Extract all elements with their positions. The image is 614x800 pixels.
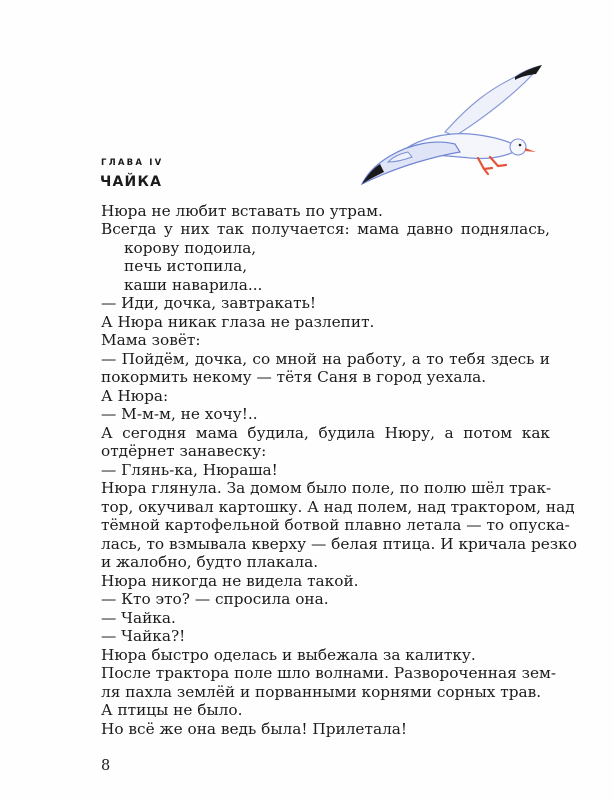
text-line: А Нюра: [101,387,169,405]
text-line: — Кто это? — спросила она. [101,590,329,608]
text-line: Но всё же она ведь была! Прилетала! [101,720,408,738]
page-number: 8 [101,758,111,774]
text-line: Мама зовёт: [101,331,201,349]
text-line: Всегда у них так получается: мама давно поднялась, [101,220,550,238]
text-line: — Пойдём, дочка, со мной на работу, а то тебя здесь и [101,350,550,368]
text-line: А сегодня мама будила, будила Нюру, а потом как [101,424,550,442]
text-line: печь истопила, [124,257,248,275]
text-line: — Глянь-ка, Нюраша! [101,461,278,479]
text-line: — М-м-м, не хочу!.. [101,405,258,423]
text-line: Нюра никогда не видела такой. [101,572,359,590]
text-line: — Чайка. [101,609,176,627]
text-line: покормить некому — тётя Саня в город уехала. [101,368,487,386]
chapter-title: ЧАЙКА [100,174,163,190]
text-line: лась, то взмывала кверху — белая птица. И кричала резко [101,535,577,553]
text-line: — Иди, дочка, завтракать! [101,294,317,312]
text-line: тёмной картофельной ботвой плавно летала — то опуска- [101,516,570,534]
text-line: ля пахла землёй и порванными корнями сорных трав. [101,683,542,701]
text-line: отдёрнет занавеску: [101,442,267,460]
text-line: Нюра быстро оделась и выбежала за калитку. [101,646,476,664]
chapter-label: ГЛАВА IV [101,158,164,168]
seagull-icon [350,44,560,194]
text-line: А птицы не было. [101,701,243,719]
text-line: и жалобно, будто плакала. [101,553,319,571]
text-line: А Нюра никак глаза не разлепит. [101,313,375,331]
text-line: каши наварила... [124,276,263,294]
text-line: Нюра глянула. За домом было поле, по полю шёл трак- [101,479,552,497]
text-line: корову подоила, [124,239,257,257]
text-line: После трактора поле шло волнами. Развороченная зем- [101,664,557,682]
text-line: Нюра не любит вставать по утрам. [101,202,383,220]
text-line: — Чайка?! [101,627,186,645]
text-line: тор, окучивал картошку. А над полем, над трактором, над [101,498,575,516]
